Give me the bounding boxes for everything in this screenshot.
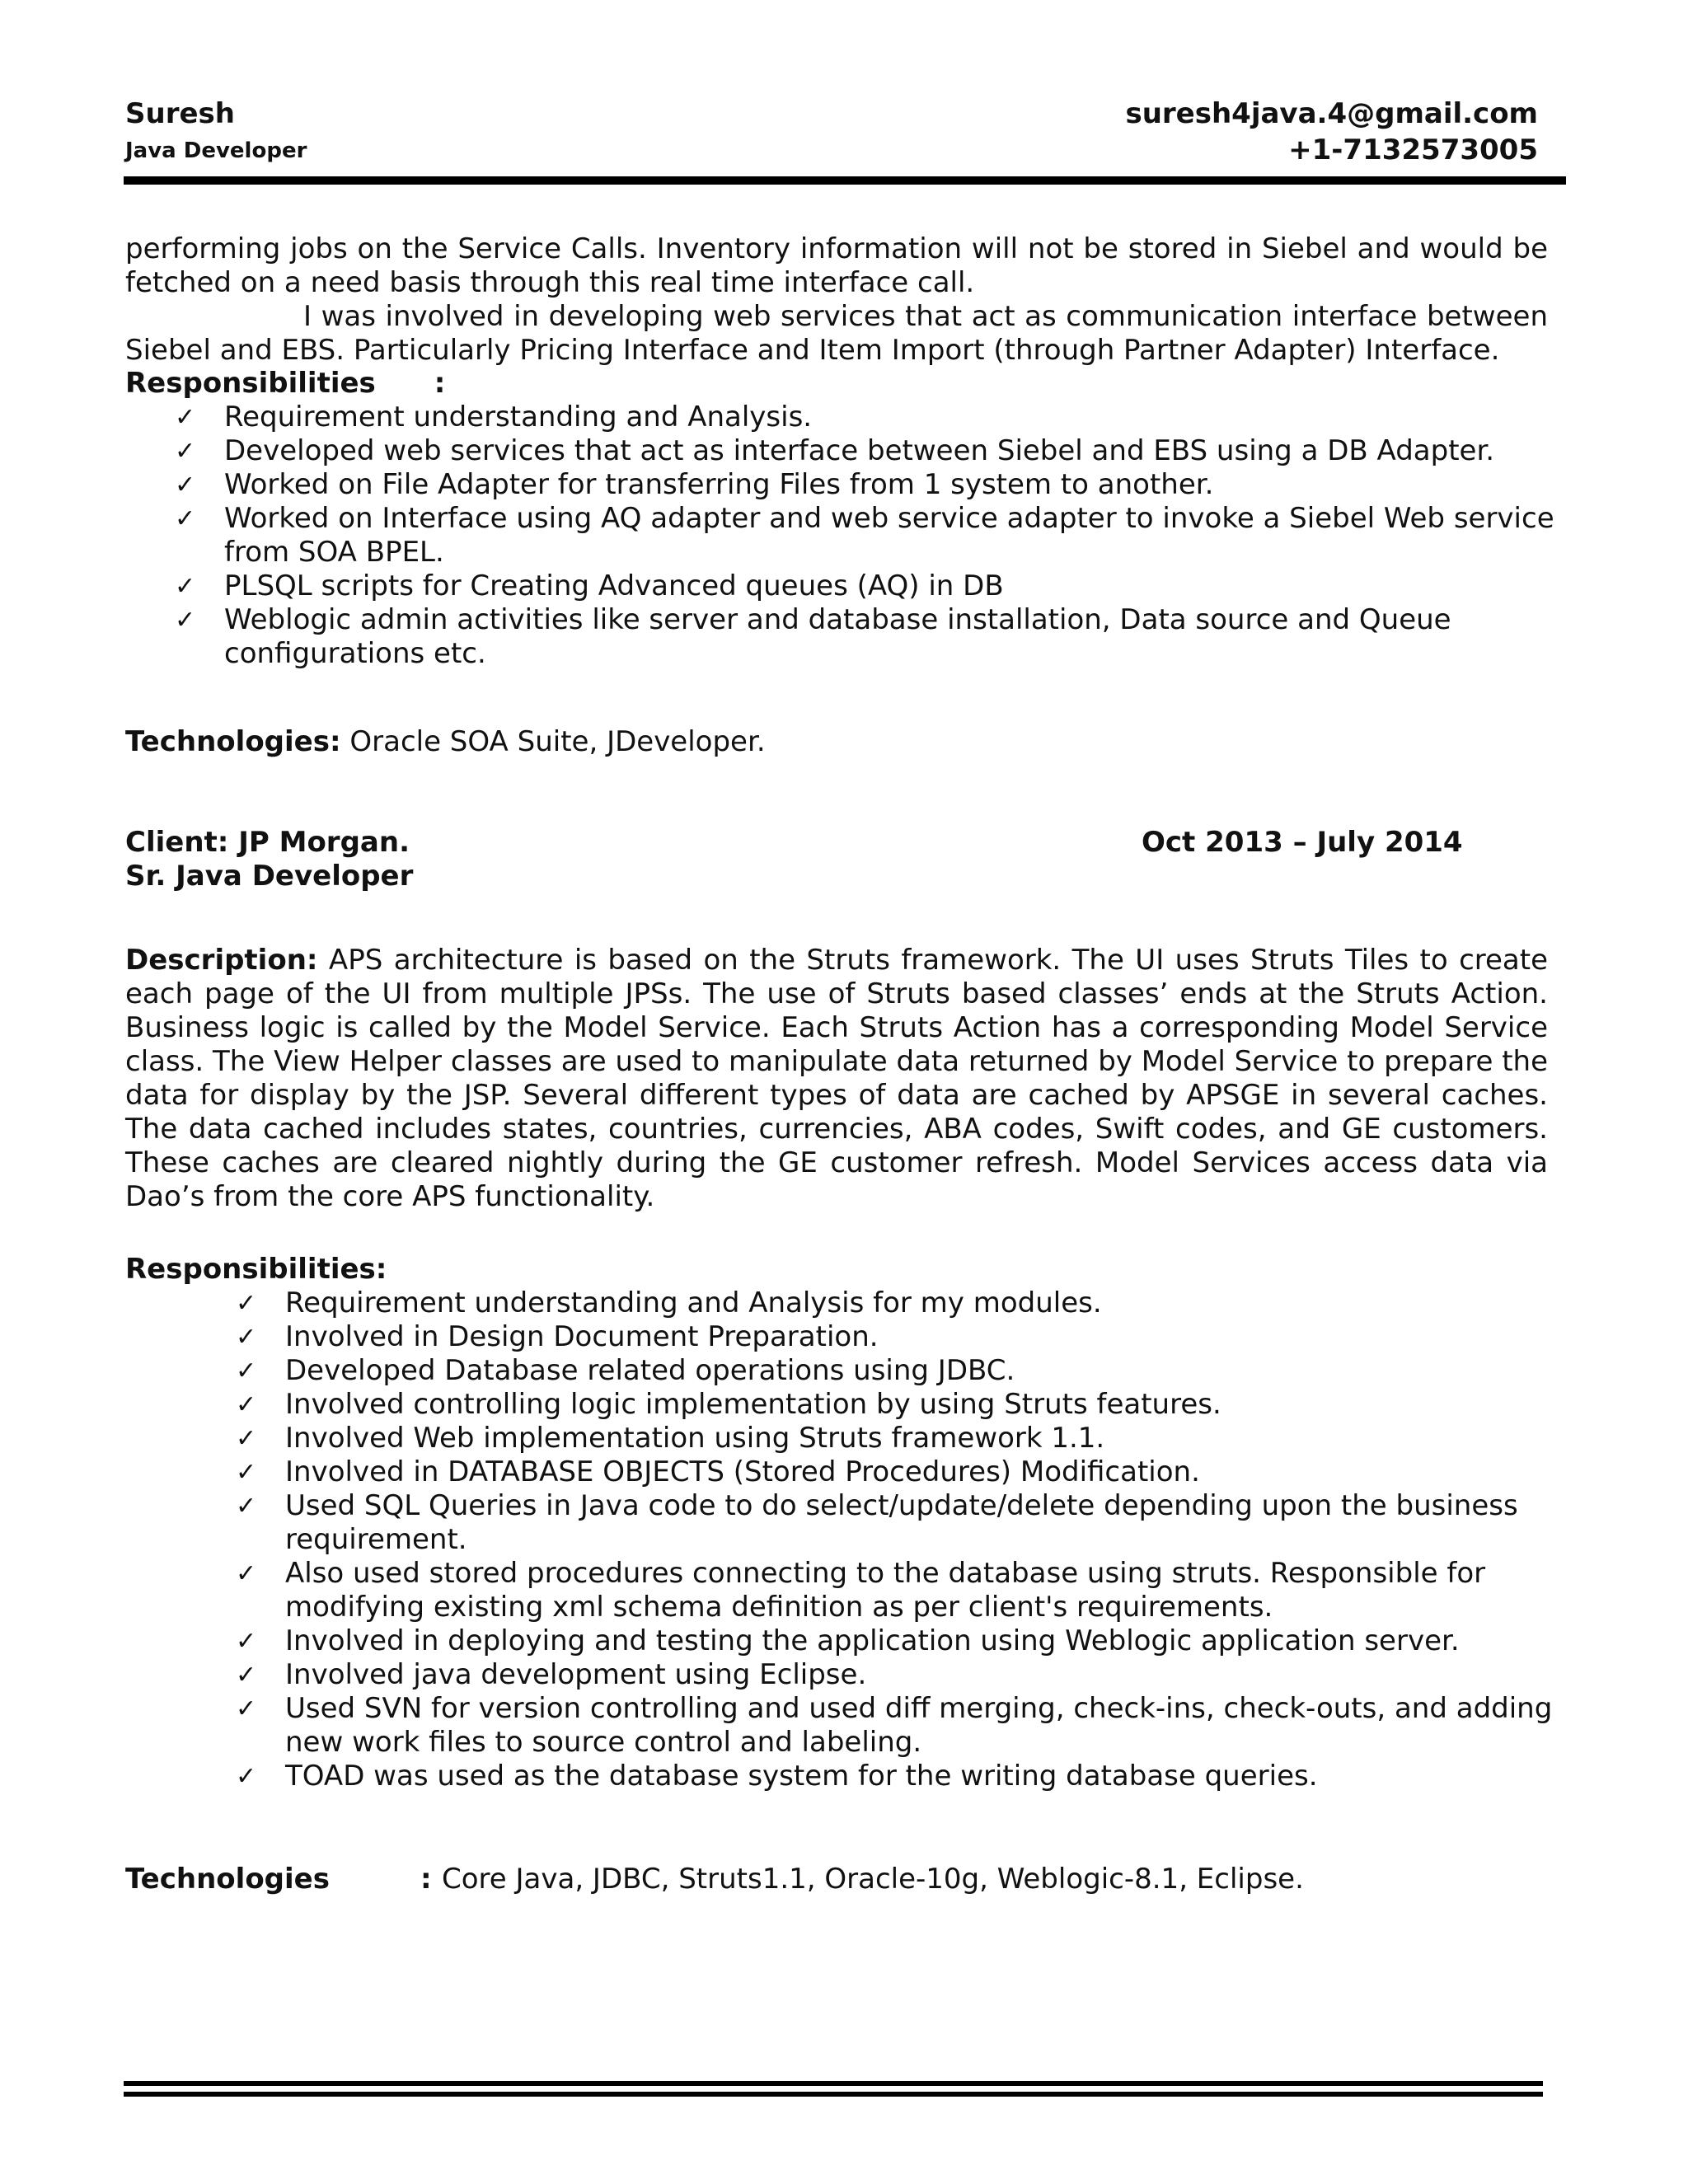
candidate-name: Suresh [125,97,235,130]
list-item [236,1658,1554,1692]
check-icon: ✓ [236,1458,257,1487]
list-item-text: Developed web services that act as interface between Siebel and EBS using a DB Adapter. [224,434,1495,467]
check-icon: ✓ [175,572,196,601]
description-text: APS architecture is based on the Struts framework. The UI uses Struts Tiles to create each page of the UI from multiple JPSs. The use of Struts based classes’ ends at the Struts Action. Business logic is called by the Model Service. Each Struts Action has a corresponding Model Service class. The View Helper classes are used to manipulate data returned by Model Service to prepare the data for display by the JSP. Several different types of data are cached by APSGE in several caches. The data cached includes states, countries, currencies, ABA codes, Swift codes, and GE customers. These caches are cleared nightly during the GE customer refresh. Model Services access data via Dao’s from the core APS functionality. [125,944,1548,1213]
header-divider [124,176,1566,185]
technologies-line [125,725,766,759]
project-role: Sr. Java Developer [125,860,414,893]
responsibilities-list [236,1286,1554,1793]
technologies-value: Core Java, JDBC, Struts1.1, Oracle-10g, Weblogic-8.1, Eclipse. [442,1863,1304,1896]
description-label: Description: [125,944,318,977]
candidate-email: suresh4java.4@gmail.com [1125,97,1538,130]
list-item-text: Requirement understanding and Analysis. [224,401,813,434]
check-icon: ✓ [236,1323,257,1352]
responsibilities-heading: Responsibilities : [125,367,446,400]
list-item [175,401,1559,434]
list-item [236,1388,1554,1422]
check-icon: ✓ [236,1492,257,1521]
list-item-text: Also used stored procedures connecting to the database using struts. Responsible for modifying existing xml schema definition as per client's requirements. [285,1557,1486,1624]
candidate-title: Java Developer [125,138,307,163]
check-icon: ✓ [236,1424,257,1453]
list-item [175,502,1559,569]
responsibilities-heading: Responsibilities: [125,1253,387,1286]
check-icon: ✓ [175,606,196,635]
list-item-text: Developed Database related operations using JDBC. [285,1354,1015,1387]
check-icon: ✓ [236,1661,257,1690]
list-item [175,569,1559,603]
list-item-text: Involved in DATABASE OBJECTS (Stored Procedures) Modification. [285,1455,1200,1488]
list-item-text: PLSQL scripts for Creating Advanced queues (AQ) in DB [224,569,1004,602]
list-item-text: Worked on File Adapter for transferring Files from 1 system to another. [224,468,1214,501]
check-icon: ✓ [236,1390,257,1419]
technologies-label: Technologies [125,1863,330,1896]
intro-paragraph-1: performing jobs on the Service Calls. Inventory information will not be stored in Siebel and would be fetched on a need basis through this real time interface call. [125,232,1548,299]
project-description [125,944,1548,1214]
check-icon: ✓ [175,403,196,432]
check-icon: ✓ [236,1559,257,1588]
footer-divider [124,2081,1543,2086]
candidate-phone: +1-7132573005 [1288,134,1538,166]
list-item [236,1422,1554,1455]
project-intro [125,232,1548,368]
list-item [175,434,1559,468]
check-icon: ✓ [236,1627,257,1656]
list-item-text: TOAD was used as the database system for the writing database queries. [285,1760,1318,1793]
list-item-text: Involved in deploying and testing the application using Weblogic application server. [285,1624,1460,1657]
list-item-text: Used SVN for version controlling and used diff merging, check-ins, check-outs, and adding new work files to source control and labeling. [285,1692,1553,1759]
check-icon: ✓ [236,1694,257,1723]
technologies-label: Technologies: [125,725,341,758]
list-item-text: Involved controlling logic implementation by using Struts features. [285,1388,1221,1421]
technologies-value: Oracle SOA Suite, JDeveloper. [340,725,766,758]
check-icon: ✓ [236,1357,257,1385]
list-item [236,1455,1554,1489]
list-item-text: Involved java development using Eclipse. [285,1658,867,1691]
check-icon: ✓ [175,471,196,499]
list-item-text: Requirement understanding and Analysis for my modules. [285,1286,1102,1319]
check-icon: ✓ [236,1289,257,1318]
check-icon: ✓ [175,504,196,533]
list-item [175,468,1559,502]
technologies-colon: : [420,1863,432,1896]
list-item [175,603,1559,671]
list-item [236,1692,1554,1760]
check-icon: ✓ [175,437,196,466]
intro-paragraph-2: I was involved in developing web services that act as communication interface between Siebel and EBS. Particularly Pricing Interface and Item Import (through Partner Adapter) Interface. [125,300,1548,367]
project-dates: Oct 2013 – July 2014 [1142,826,1463,859]
list-item-text: Used SQL Queries in Java code to do select/update/delete depending upon the business requirement. [285,1489,1518,1556]
list-item [236,1760,1554,1793]
responsibilities-list [175,401,1559,671]
list-item-text: Weblogic admin activities like server and database installation, Data source and Queue configurations etc. [224,603,1451,670]
client-name: Client: JP Morgan. [125,826,410,859]
footer-divider [124,2092,1543,2097]
list-item [236,1354,1554,1388]
list-item [236,1557,1554,1624]
list-item-text: Involved in Design Document Preparation. [285,1320,879,1353]
list-item-text: Involved Web implementation using Struts framework 1.1. [285,1422,1105,1455]
check-icon: ✓ [236,1762,257,1791]
list-item [236,1489,1554,1557]
list-item [236,1320,1554,1354]
list-item [236,1624,1554,1658]
list-item-text: Worked on Interface using AQ adapter and web service adapter to invoke a Siebel Web service from SOA BPEL. [224,502,1554,569]
list-item [236,1286,1554,1320]
